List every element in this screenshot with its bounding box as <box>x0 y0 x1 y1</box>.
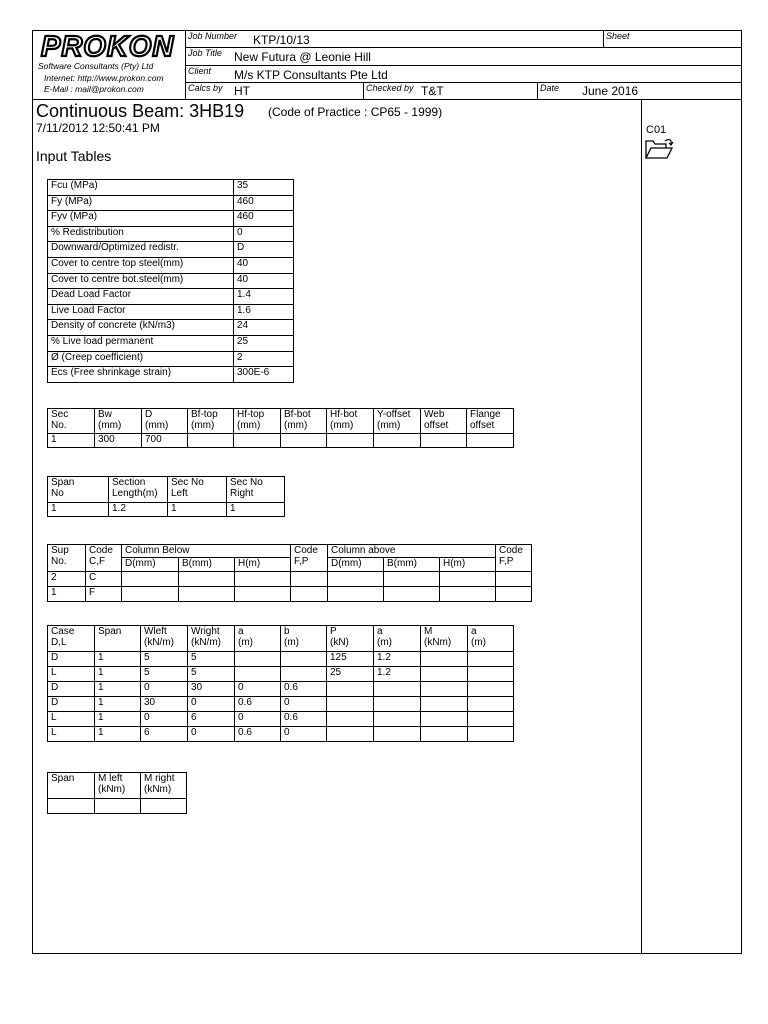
cell-text: (mm) <box>330 420 354 431</box>
cell-text: (mm) <box>98 420 122 431</box>
table-cell: 1 <box>95 667 141 682</box>
table-cell: 35 <box>234 180 294 196</box>
cell-text: Code <box>499 545 523 556</box>
table-cell: 1 <box>168 503 227 517</box>
table-cell <box>48 409 95 434</box>
table-cell: 2 <box>48 572 86 587</box>
table-cell <box>421 667 468 682</box>
table-cell: 25 <box>234 335 294 351</box>
table-cell <box>227 477 285 503</box>
table-cell: Live Load Factor <box>48 304 234 320</box>
table-cell <box>468 667 514 682</box>
table-cell: % Redistribution <box>48 226 234 242</box>
table-cell: 1 <box>95 727 141 742</box>
table-cell: D <box>48 682 95 697</box>
table-cell <box>291 587 328 602</box>
cell-text: F,P <box>499 556 514 567</box>
table-cell: D <box>48 697 95 712</box>
table-cell: F <box>86 587 122 602</box>
job-title-value: New Futura @ Leonie Hill <box>234 50 371 64</box>
cell-text: (kN/m) <box>191 637 221 648</box>
table-cell: 1.2 <box>374 652 421 667</box>
span-sections-table <box>47 476 285 517</box>
cell-text: No. <box>51 420 67 431</box>
cell-text: Y-offset <box>377 409 411 420</box>
table-cell: 0.6 <box>235 697 281 712</box>
table-row <box>48 587 532 602</box>
table-cell: 0 <box>235 712 281 727</box>
table-cell <box>281 652 327 667</box>
table-row <box>48 367 294 383</box>
header-divider <box>537 82 538 99</box>
date-value: June 2016 <box>582 84 639 98</box>
job-number-label: Job Number <box>188 31 238 41</box>
table-cell: 30 <box>188 682 235 697</box>
table-cell: L <box>48 667 95 682</box>
date-label: Date <box>540 83 560 93</box>
table-row <box>48 351 294 367</box>
table-header-row <box>48 773 187 799</box>
table-cell: Cover to centre bot.steel(mm) <box>48 273 234 289</box>
client-value: M/s KTP Consultants Pte Ltd <box>234 68 388 82</box>
table-cell: D <box>48 652 95 667</box>
table-cell: Column Below <box>122 545 291 558</box>
checked-by-label: Checked by <box>366 83 414 93</box>
table-cell <box>281 626 327 652</box>
calcs-by-value: HT <box>234 84 250 98</box>
cell-text: (mm) <box>237 420 261 431</box>
table-cell: D(mm) <box>122 558 179 572</box>
table-cell <box>235 626 281 652</box>
table-cell: 1 <box>227 503 285 517</box>
table-cell: 0 <box>281 697 327 712</box>
table-row <box>48 503 285 517</box>
table-cell <box>95 773 141 799</box>
table-header-row <box>48 545 532 558</box>
company-name: Software Consultants (Pty) Ltd <box>38 61 154 71</box>
cell-text: D <box>145 409 153 420</box>
table-cell <box>468 652 514 667</box>
cell-text: (kNm) <box>98 784 126 795</box>
table-cell <box>328 572 384 587</box>
table-cell <box>188 409 234 434</box>
table-cell <box>95 799 141 814</box>
table-cell: 300E-6 <box>234 367 294 383</box>
job-number-value: KTP/10/13 <box>253 33 310 47</box>
table-cell: 5 <box>188 652 235 667</box>
table-cell <box>496 572 532 587</box>
table-cell <box>384 572 440 587</box>
table-cell: 2 <box>234 351 294 367</box>
table-cell: H(m) <box>440 558 496 572</box>
table-cell <box>95 409 142 434</box>
table-cell: 0.6 <box>281 712 327 727</box>
table-cell <box>440 572 496 587</box>
table-row <box>48 712 514 727</box>
cell-text: Code <box>89 545 113 556</box>
header-divider <box>603 30 604 47</box>
table-cell <box>48 545 86 572</box>
table-cell: 1 <box>95 652 141 667</box>
table-cell: H(m) <box>235 558 291 572</box>
cell-text: Web <box>424 409 445 420</box>
cell-text: D,L <box>51 637 67 648</box>
cell-text: (mm) <box>145 420 169 431</box>
table-cell: 6 <box>188 712 235 727</box>
client-label: Client <box>188 66 212 76</box>
cell-text: a <box>471 626 477 637</box>
table-cell <box>374 727 421 742</box>
table-cell: Dead Load Factor <box>48 289 234 305</box>
table-cell: 5 <box>188 667 235 682</box>
table-cell <box>141 773 187 799</box>
table-header-row <box>48 409 514 434</box>
table-cell <box>468 682 514 697</box>
table-cell: 1.6 <box>234 304 294 320</box>
table-cell <box>327 409 374 434</box>
table-cell <box>281 409 327 434</box>
table-row <box>48 667 514 682</box>
table-cell: 1 <box>95 697 141 712</box>
table-row <box>48 652 514 667</box>
cell-text: (mm) <box>284 420 308 431</box>
table-cell <box>235 667 281 682</box>
table-row <box>48 289 294 305</box>
table-cell: Column above <box>328 545 496 558</box>
table-cell: 5 <box>141 667 188 682</box>
cell-text: Bf-bot <box>284 409 311 420</box>
table-row <box>48 682 514 697</box>
table-row <box>48 180 294 196</box>
table-cell <box>421 626 468 652</box>
cell-text: (m) <box>284 637 299 648</box>
table-cell: 1 <box>48 434 95 448</box>
cell-text: (kNm) <box>144 784 172 795</box>
cell-text: Bf-top <box>191 409 218 420</box>
header-divider <box>185 30 186 99</box>
table-cell <box>179 587 235 602</box>
cell-text: Sec No <box>171 477 204 488</box>
table-cell: 460 <box>234 211 294 227</box>
table-cell: 5 <box>141 652 188 667</box>
table-cell <box>235 652 281 667</box>
cell-text: (kN/m) <box>144 637 174 648</box>
table-cell: 1 <box>48 587 86 602</box>
table-cell <box>188 434 234 448</box>
table-cell <box>109 477 168 503</box>
table-cell <box>235 587 291 602</box>
cell-text: Code <box>294 545 318 556</box>
cell-text: Span <box>51 773 75 784</box>
table-cell <box>421 697 468 712</box>
table-cell: 700 <box>142 434 188 448</box>
table-cell <box>384 587 440 602</box>
table-cell: 1 <box>95 682 141 697</box>
table-cell <box>327 626 374 652</box>
cell-text: offset <box>470 420 495 431</box>
cell-text: (kNm) <box>424 637 452 648</box>
cell-text: Wleft <box>144 626 167 637</box>
table-row <box>48 434 514 448</box>
table-cell: 40 <box>234 273 294 289</box>
cell-text: Hf-bot <box>330 409 358 420</box>
table-cell <box>374 409 421 434</box>
cell-text: a <box>238 626 244 637</box>
cell-text: a <box>377 626 383 637</box>
cell-text: (m) <box>377 637 392 648</box>
table-cell: 300 <box>95 434 142 448</box>
table-cell <box>421 434 467 448</box>
job-title-label: Job Title <box>188 48 222 58</box>
table-cell <box>440 587 496 602</box>
table-row <box>48 320 294 336</box>
cell-text: Span <box>51 477 75 488</box>
header-divider <box>185 47 742 48</box>
svg-text:PROKON: PROKON <box>41 32 175 60</box>
side-reference: C01 <box>646 124 667 136</box>
header-bottom-line <box>32 99 742 100</box>
table-cell: 0 <box>188 727 235 742</box>
table-cell: Fcu (MPa) <box>48 180 234 196</box>
prokon-logo <box>38 32 184 60</box>
table-cell: L <box>48 727 95 742</box>
table-cell <box>467 409 514 434</box>
table-cell: 1.2 <box>374 667 421 682</box>
table-cell <box>188 626 235 652</box>
table-cell <box>48 626 95 652</box>
table-cell: D(mm) <box>328 558 384 572</box>
table-cell: 25 <box>327 667 374 682</box>
cell-text: F,P <box>294 556 309 567</box>
table-cell: Ecs (Free shrinkage strain) <box>48 367 234 383</box>
cell-text: P <box>330 626 337 637</box>
table-cell <box>234 434 281 448</box>
table-cell: 460 <box>234 195 294 211</box>
table-cell <box>291 572 328 587</box>
table-cell <box>291 545 328 572</box>
applied-moments-table <box>47 772 187 814</box>
cell-text: (kN) <box>330 637 349 648</box>
cell-text: C,F <box>89 556 106 567</box>
table-cell <box>281 667 327 682</box>
table-row <box>48 242 294 258</box>
table-cell <box>327 712 374 727</box>
table-cell: 0 <box>234 226 294 242</box>
table-cell: 1.4 <box>234 289 294 305</box>
table-cell <box>234 409 281 434</box>
cell-text: (m) <box>471 637 486 648</box>
table-cell: 24 <box>234 320 294 336</box>
cell-text: Length(m) <box>112 488 158 499</box>
cell-text: (mm) <box>377 420 401 431</box>
cell-text: Right <box>230 488 254 499</box>
table-cell <box>468 626 514 652</box>
table-cell: Fyv (MPa) <box>48 211 234 227</box>
cell-text: No <box>51 488 64 499</box>
header-divider <box>185 82 742 83</box>
table-cell <box>235 572 291 587</box>
loads-table <box>47 625 514 742</box>
table-cell: Downward/Optimized redistr. <box>48 242 234 258</box>
cell-text: M left <box>98 773 123 784</box>
cell-text: Bw <box>98 409 112 420</box>
table-cell: 0 <box>141 712 188 727</box>
table-cell <box>122 572 179 587</box>
company-email: E-Mail : mail@prokon.com <box>44 84 144 94</box>
table-cell <box>468 697 514 712</box>
table-cell <box>168 477 227 503</box>
table-header-row <box>48 477 285 503</box>
table-cell <box>468 712 514 727</box>
cell-text: Left <box>171 488 188 499</box>
table-row <box>48 799 187 814</box>
cell-text: (m) <box>238 637 253 648</box>
cell-text: Span <box>98 626 122 637</box>
table-cell: C <box>86 572 122 587</box>
table-cell: 1.2 <box>109 503 168 517</box>
table-cell <box>421 727 468 742</box>
table-cell: 0.6 <box>281 682 327 697</box>
table-cell: 0 <box>235 682 281 697</box>
table-cell <box>421 652 468 667</box>
code-of-practice: (Code of Practice : CP65 - 1999) <box>268 105 443 119</box>
table-cell <box>48 477 109 503</box>
table-cell <box>86 545 122 572</box>
cell-text: Case <box>51 626 75 637</box>
table-cell <box>374 712 421 727</box>
table-cell <box>327 727 374 742</box>
cell-text: M right <box>144 773 175 784</box>
table-row <box>48 335 294 351</box>
table-cell <box>374 434 421 448</box>
table-row <box>48 273 294 289</box>
cell-text: No. <box>51 556 67 567</box>
table-header-row <box>48 626 514 652</box>
cell-text: Sec No <box>230 477 263 488</box>
table-cell <box>95 626 141 652</box>
table-cell <box>468 727 514 742</box>
header-divider <box>185 65 742 66</box>
table-cell: 6 <box>141 727 188 742</box>
table-cell: 0 <box>188 697 235 712</box>
table-row <box>48 727 514 742</box>
table-row <box>48 226 294 242</box>
cell-text: Flange <box>470 409 501 420</box>
timestamp: 7/11/2012 12:50:41 PM <box>36 121 160 135</box>
table-row <box>48 257 294 273</box>
page-title: Continuous Beam: 3HB19 <box>36 101 245 121</box>
table-cell: 0 <box>281 727 327 742</box>
cell-text: Wright <box>191 626 220 637</box>
material-parameters-table <box>47 179 294 383</box>
table-cell <box>374 626 421 652</box>
sheet-label: Sheet <box>606 31 630 41</box>
table-cell: B(mm) <box>179 558 235 572</box>
table-cell: % Live load permanent <box>48 335 234 351</box>
section-properties-table <box>47 408 514 448</box>
table-row <box>48 211 294 227</box>
table-cell <box>374 682 421 697</box>
table-cell: Ø (Creep coefficient) <box>48 351 234 367</box>
table-cell <box>281 434 327 448</box>
cell-text: M <box>424 626 433 637</box>
cell-text: offset <box>424 420 449 431</box>
table-row <box>48 572 532 587</box>
table-cell <box>327 434 374 448</box>
cell-text: Section <box>112 477 146 488</box>
cell-text: Sec <box>51 409 69 420</box>
table-cell <box>48 799 95 814</box>
table-cell: 1 <box>48 503 109 517</box>
table-cell: D <box>234 242 294 258</box>
cell-text: Sup <box>51 545 69 556</box>
table-row <box>48 697 514 712</box>
table-row <box>48 195 294 211</box>
table-cell <box>48 773 95 799</box>
table-cell <box>496 545 532 572</box>
table-cell <box>327 682 374 697</box>
table-cell <box>421 409 467 434</box>
table-cell: Cover to centre top steel(mm) <box>48 257 234 273</box>
table-cell: L <box>48 712 95 727</box>
supports-table <box>47 544 532 602</box>
table-cell <box>141 626 188 652</box>
table-cell <box>374 697 421 712</box>
right-margin-column <box>641 99 642 954</box>
table-cell <box>141 799 187 814</box>
table-cell <box>327 697 374 712</box>
table-cell: 0 <box>141 682 188 697</box>
table-cell <box>122 587 179 602</box>
table-cell: Fy (MPa) <box>48 195 234 211</box>
cell-text: b <box>284 626 290 637</box>
table-cell <box>496 587 532 602</box>
table-cell: 30 <box>141 697 188 712</box>
checked-by-value: T&T <box>421 84 444 98</box>
table-cell <box>421 712 468 727</box>
table-cell: 40 <box>234 257 294 273</box>
table-cell: B(mm) <box>384 558 440 572</box>
table-cell <box>328 587 384 602</box>
table-cell <box>179 572 235 587</box>
cell-text: (mm) <box>191 420 215 431</box>
open-folder-icon <box>645 137 675 161</box>
calcs-by-label: Calcs by <box>188 83 223 93</box>
table-cell: 125 <box>327 652 374 667</box>
table-cell <box>142 409 188 434</box>
section-heading: Input Tables <box>36 148 112 164</box>
table-cell: 0.6 <box>235 727 281 742</box>
header-divider <box>363 82 364 99</box>
cell-text: Hf-top <box>237 409 265 420</box>
table-cell: 1 <box>95 712 141 727</box>
table-cell <box>421 682 468 697</box>
table-cell <box>467 434 514 448</box>
table-row <box>48 304 294 320</box>
company-internet: Internet: http://www.prokon.com <box>44 73 164 83</box>
table-cell: Density of concrete (kN/m3) <box>48 320 234 336</box>
